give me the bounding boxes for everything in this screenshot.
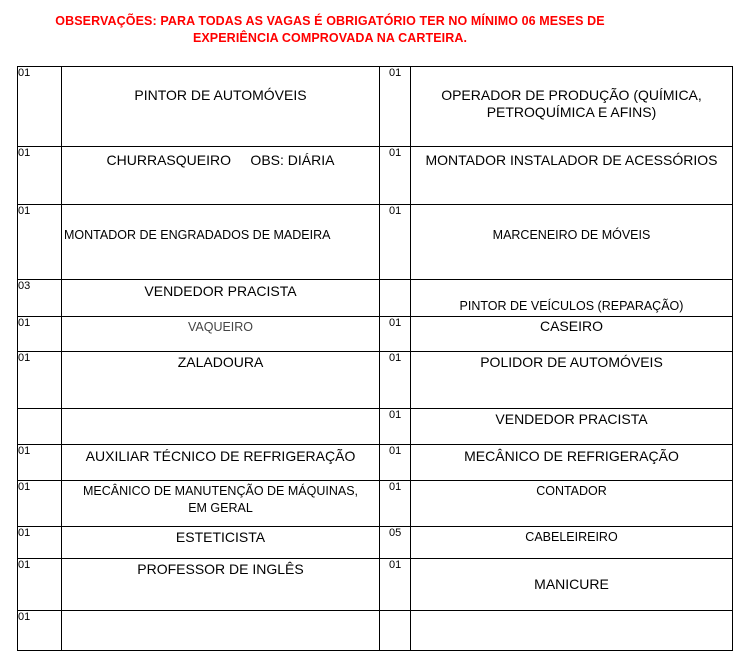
- right-job-title: CONTADOR: [411, 481, 733, 527]
- table-row: [18, 409, 733, 445]
- notice-line-1: OBSERVAÇÕES: PARA TODAS AS VAGAS É OBRIGATÓRIO TER NO MÍNIMO 06 MESES DE: [55, 14, 605, 28]
- left-quantity: 01: [18, 481, 62, 527]
- right-job-title: MONTADOR INSTALADOR DE ACESSÓRIOS: [411, 147, 733, 205]
- right-quantity: 01: [380, 67, 411, 147]
- right-job-title: [411, 611, 733, 651]
- right-quantity: 01: [380, 559, 411, 611]
- left-job-title: MONTADOR DE ENGRADADOS DE MADEIRA: [62, 205, 380, 280]
- table-row: [18, 527, 733, 559]
- left-quantity: 03: [18, 280, 62, 317]
- left-job-title: [62, 409, 380, 445]
- table-row: [18, 147, 733, 205]
- table-row: [18, 317, 733, 352]
- left-job-title: MECÂNICO DE MANUTENÇÃO DE MÁQUINAS, EM GERAL: [62, 481, 380, 527]
- right-quantity: 01: [380, 352, 411, 409]
- right-job-title: PINTOR DE VEÍCULOS (REPARAÇÃO): [411, 280, 733, 317]
- right-quantity: [380, 280, 411, 317]
- right-quantity: 01: [380, 147, 411, 205]
- right-job-title: POLIDOR DE AUTOMÓVEIS: [411, 352, 733, 409]
- right-job-title: VENDEDOR PRACISTA: [411, 409, 733, 445]
- left-quantity: 01: [18, 445, 62, 481]
- right-quantity: 01: [380, 445, 411, 481]
- left-job-title: VAQUEIRO: [62, 317, 380, 352]
- right-job-title: MARCENEIRO DE MÓVEIS: [411, 205, 733, 280]
- right-job-title: MECÂNICO DE REFRIGERAÇÃO: [411, 445, 733, 481]
- right-quantity: [380, 611, 411, 651]
- right-job-title: CASEIRO: [411, 317, 733, 352]
- left-quantity: 01: [18, 559, 62, 611]
- table-row: [18, 67, 733, 147]
- table-row: [18, 445, 733, 481]
- table-row: [18, 280, 733, 317]
- left-job-title: VENDEDOR PRACISTA: [62, 280, 380, 317]
- right-quantity: 01: [380, 317, 411, 352]
- right-job-title: CABELEIREIRO: [411, 527, 733, 559]
- left-quantity: 01: [18, 527, 62, 559]
- right-job-title: MANICURE: [411, 559, 733, 611]
- left-quantity: 01: [18, 317, 62, 352]
- table-row: [18, 352, 733, 409]
- left-job-title: PINTOR DE AUTOMÓVEIS: [62, 67, 380, 147]
- left-job-title: AUXILIAR TÉCNICO DE REFRIGERAÇÃO: [62, 445, 380, 481]
- right-job-title: OPERADOR DE PRODUÇÃO (QUÍMICA, PETROQUÍMICA E AFINS): [411, 67, 733, 147]
- right-quantity: 01: [380, 205, 411, 280]
- right-quantity: 01: [380, 481, 411, 527]
- job-openings-table: [17, 66, 733, 651]
- left-job-title: ESTETICISTA: [62, 527, 380, 559]
- left-quantity: 01: [18, 67, 62, 147]
- left-quantity: 01: [18, 147, 62, 205]
- left-quantity: 01: [18, 205, 62, 280]
- table-row: [18, 481, 733, 527]
- notice-banner: [20, 13, 640, 47]
- left-quantity: [18, 409, 62, 445]
- right-quantity: 01: [380, 409, 411, 445]
- table-row: [18, 559, 733, 611]
- left-job-title: CHURRASQUEIRO OBS: DIÁRIA: [62, 147, 380, 205]
- left-quantity: 01: [18, 352, 62, 409]
- notice-line-2: EXPERIÊNCIA COMPROVADA NA CARTEIRA.: [192, 31, 468, 45]
- table-row: [18, 611, 733, 651]
- left-job-title: PROFESSOR DE INGLÊS: [62, 559, 380, 611]
- left-job-title: [62, 611, 380, 651]
- right-quantity: 05: [380, 527, 411, 559]
- table-row: [18, 205, 733, 280]
- left-job-title: ZALADOURA: [62, 352, 380, 409]
- left-quantity: 01: [18, 611, 62, 651]
